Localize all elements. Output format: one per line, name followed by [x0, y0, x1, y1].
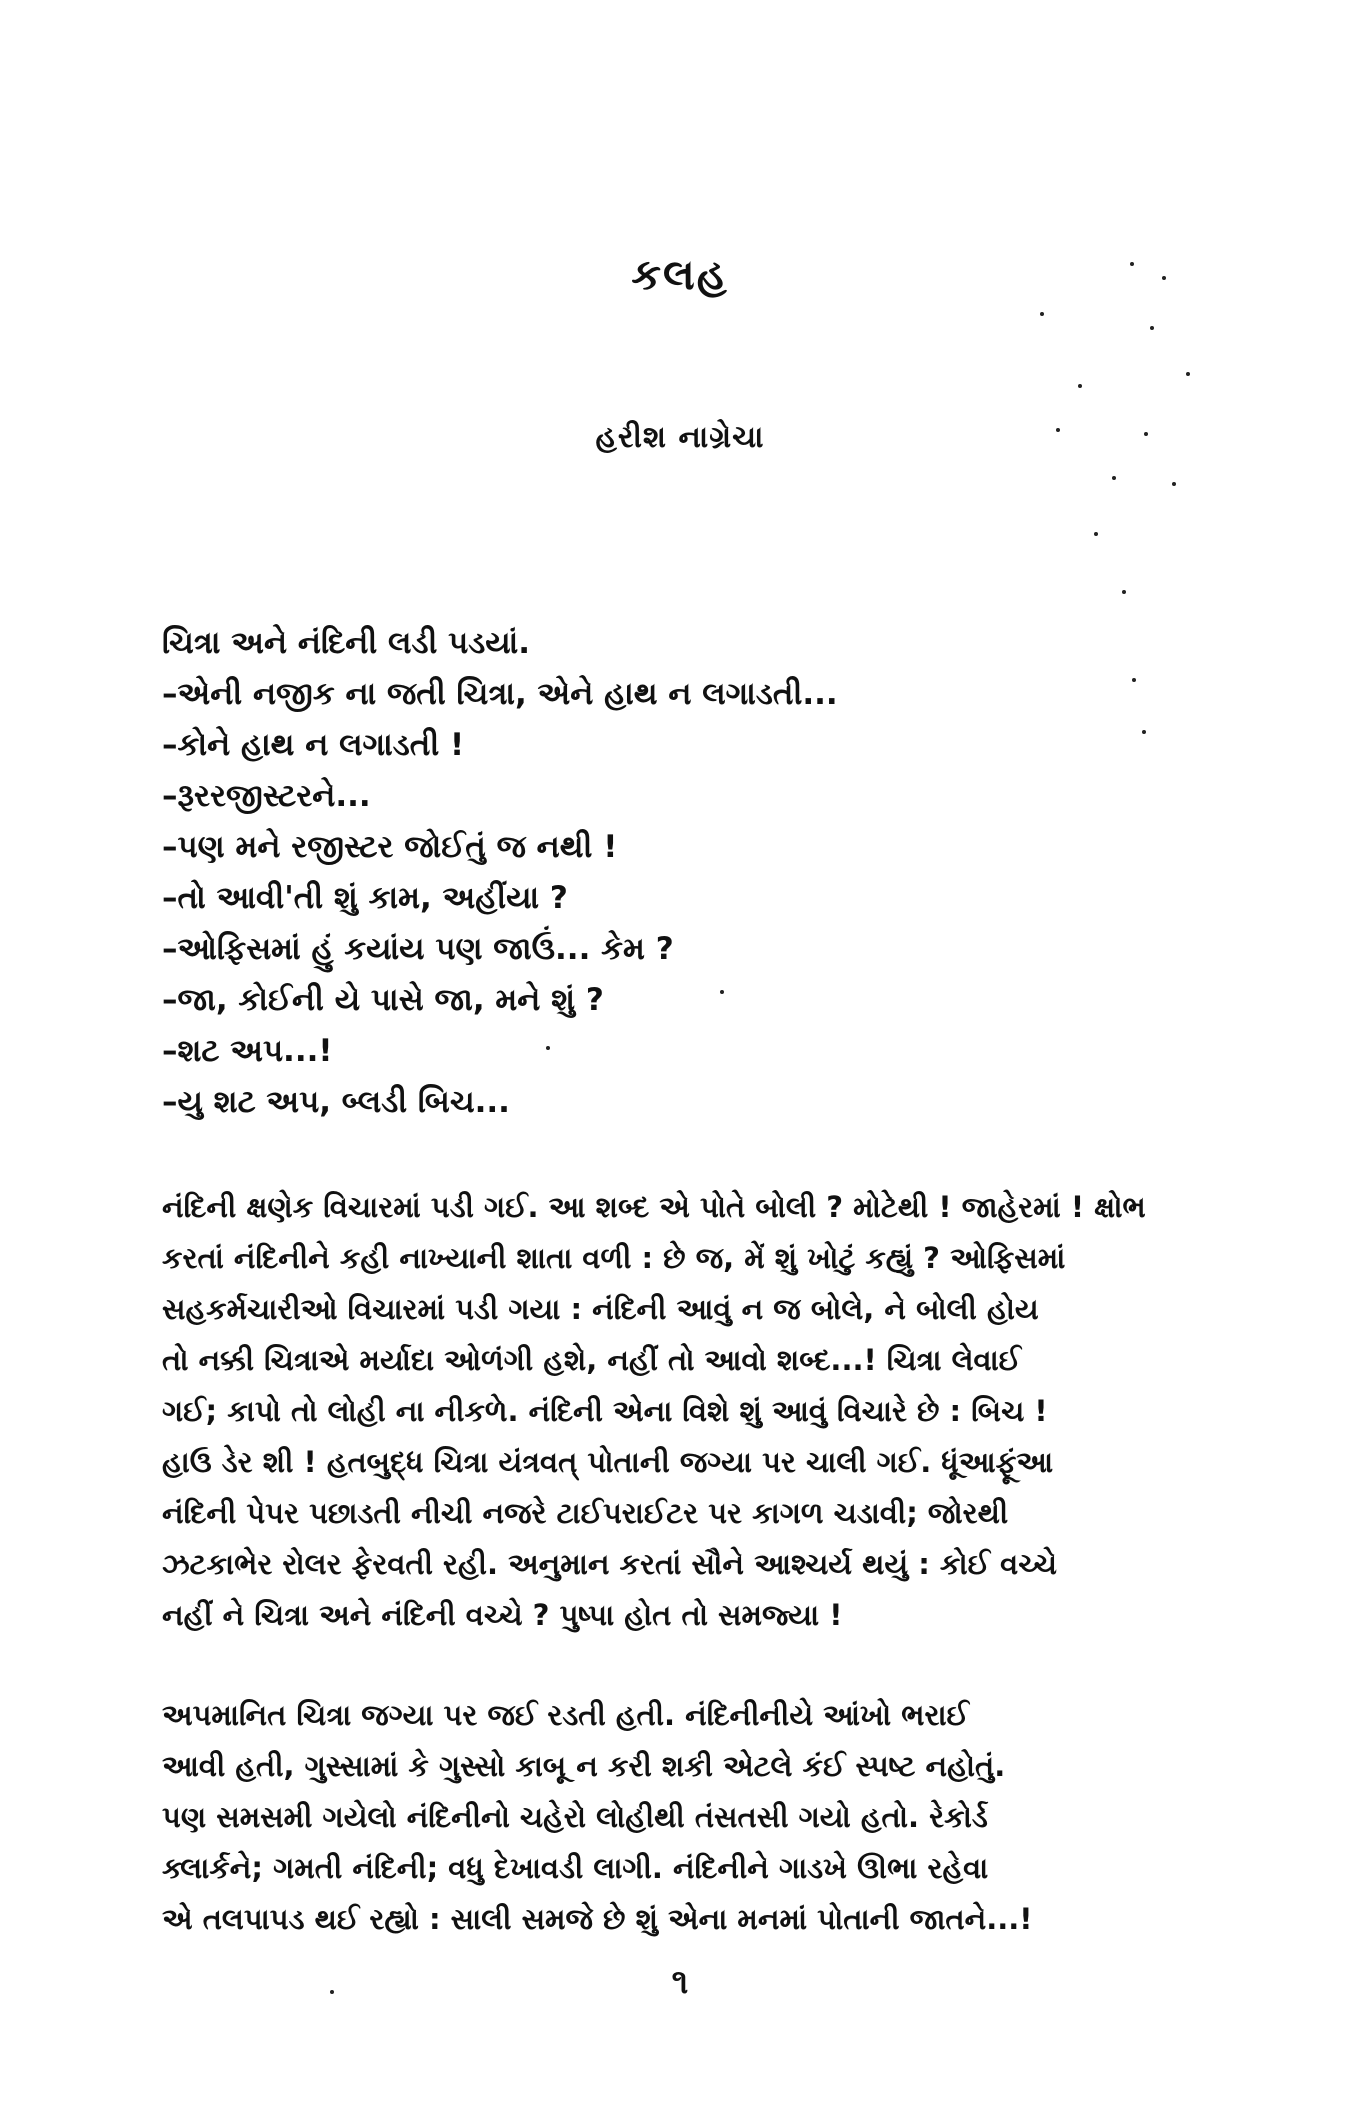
dialogue-line: –રૂરરજીસ્ટરને... [162, 778, 371, 814]
dialogue-line: ચિત્રા અને નંદિની લડી પડયાં. [162, 625, 531, 661]
paragraph-line: અપમાનિત ચિત્રા જગ્યા પર જઈ રડતી હતી. નંદિનીનીયે આંખો ભરાઈ [162, 1698, 969, 1732]
page-number: ૧ [671, 1962, 689, 2002]
dialogue-line: –શટ અપ...! [162, 1033, 333, 1069]
paragraph-line: એ તલપાપડ થઈ રહ્યો : સાલી સમજે છે શું એના મનમાં પોતાની જાતને...! [162, 1902, 1033, 1936]
author-name: હરીશ નાગ્રેચા [595, 420, 765, 455]
paragraph-line: સહકર્મચારીઓ વિચારમાં પડી ગયા : નંદિની આવું ન જ બોલે, ને બોલી હોય [162, 1292, 1039, 1326]
paragraph-line: પણ સમસમી ગયેલો નંદિનીનો ચહેરો લોહીથી તંસતસી ગયો હતો. રેકોર્ડ [162, 1800, 988, 1834]
dialogue-line: –પણ મને રજીસ્ટર જોઈતું જ નથી ! [162, 829, 618, 865]
paragraph-line: ક્લાર્કને; ગમતી નંદિની; વધુ દેખાવડી લાગી. નંદિનીને ગાડખે ઊભા રહેવા [162, 1851, 989, 1885]
paragraph-line: ઝટકાભેર રોલર ફેરવતી રહી. અનુમાન કરતાં સૌને આશ્ચર્ય થયું : કોઈ વચ્ચે [162, 1547, 1057, 1581]
paragraph-line: હાઉ ડેર શી ! હતબુદ્ધ ચિત્રા યંત્રવત્ પોતાની જગ્યા પર ચાલી ગઈ. ધૂંઆફૂંઆ [162, 1445, 1054, 1479]
paragraph-line: નંદિની પેપર પછાડતી નીચી નજરે ટાઈપરાઈટર પર કાગળ ચડાવી; જોરથી [162, 1496, 1009, 1530]
dialogue-line: –જા, કોઈની યે પાસે જા, મને શું ? [162, 982, 604, 1018]
dialogue-line: –યુ શટ અપ, બ્લડી બિચ... [162, 1084, 510, 1120]
paragraph-line: નંદિની ક્ષણેક વિચારમાં પડી ગઈ. આ શબ્દ એ પોતે બોલી ? મોટેથી ! જાહેરમાં ! ક્ષોભ [162, 1190, 1146, 1224]
paragraph-line: તો નક્કી ચિત્રાએ મર્યાદા ઓળંગી હશે, નહીં તો આવો શબ્દ...! ચિત્રા લેવાઈ [162, 1343, 1022, 1377]
paragraph-1 [162, 1182, 1202, 1641]
paragraph-line: નહીં ને ચિત્રા અને નંદિની વચ્ચે ? પુષ્પા હોત તો સમજ્યા ! [162, 1598, 843, 1632]
dialogue-line: –ઓફિસમાં હું કયાંય પણ જાઉં... કેમ ? [162, 931, 674, 967]
paragraph-line: આવી હતી, ગુસ્સામાં કે ગુસ્સો કાબૂ ન કરી શકી એટલે કંઈ સ્પષ્ટ નહોતું. [162, 1749, 1006, 1783]
dialogue-line: –કોને હાથ ન લગાડતી ! [162, 727, 465, 763]
dialogue-line: –એની નજીક ના જતી ચિત્રા, એને હાથ ન લગાડતી... [162, 676, 838, 712]
paragraph-line: કરતાં નંદિનીને કહી નાખ્યાની શાતા વળી : છે જ, મેં શું ખોટું કહ્યું ? ઓફિસમાં [162, 1241, 1066, 1275]
paragraph-line: ગઈ; કાપો તો લોહી ના નીકળે. નંદિની એના વિશે શું આવું વિચારે છે : બિચ ! [162, 1394, 1048, 1428]
dialogue-block [162, 618, 1142, 1128]
paragraph-2 [162, 1690, 1202, 1945]
story-title: કલહ [631, 250, 729, 299]
dialogue-line: –તો આવી'તી શું કામ, અહીંયા ? [162, 880, 568, 916]
